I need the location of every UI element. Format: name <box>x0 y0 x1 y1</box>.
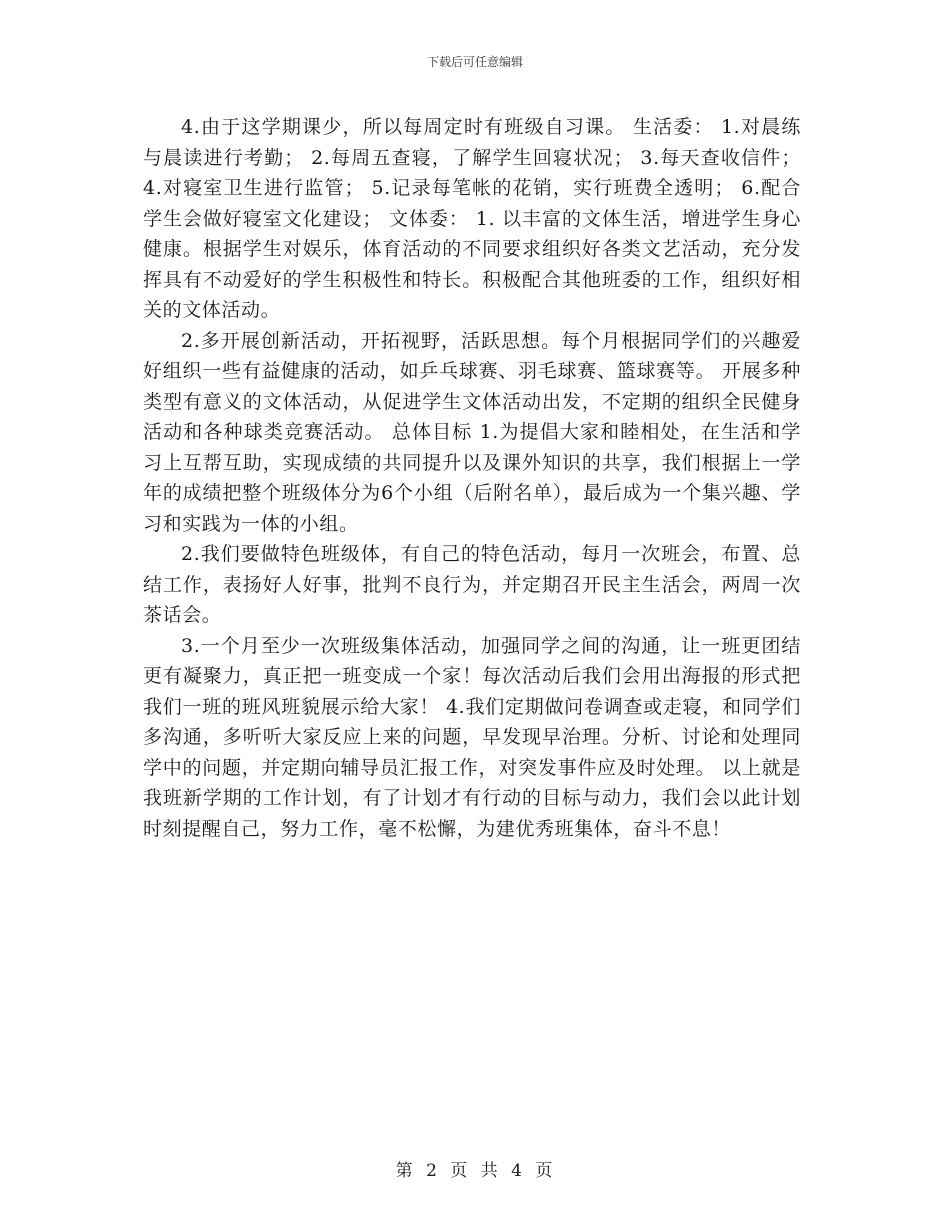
paragraph-2: 2.多开展创新活动，开拓视野，活跃思想。每个月根据同学们的兴趣爱好组织一些有益健康的活动，如乒乓球赛、羽毛球赛、篮球赛等。 开展多种类型有意义的文体活动，从促进学生文体活动出发，不定期的组织全民健身活动和各种球类竞赛活动。 总体目标 1.为提倡大家和睦相处，在生活和学习上互帮互助，实现成绩的共同提升以及课外知识的共享，我们根据上一学年的成绩把整个班级体分为6个小组（后附名单），最后成为一个集兴趣、学习和实践为一体的小组。 <box>143 329 801 535</box>
paragraph-4: 3.一个月至少一次班级集体活动，加强同学之间的沟通，让一班更团结更有凝聚力，真正把一班变成一个家！每次活动后我们会用出海报的形式把我们一班的班风班貌展示给大家！ 4.我们定期做问卷调查或走寝，和同学们多沟通，多听听大家反应上来的问题，早发现早治理。分析、讨论和处理同学中的问题，并定期向辅导员汇报工作，对突发事件应及时处理。 以上就是我班新学期的工作计划，有了计划才有行动的目标与动力，我们会以此计划时刻提醒自己，努力工作，毫不松懈，为建优秀班集体，奋斗不息！ <box>143 634 801 840</box>
paragraph-1: 4.由于这学期课少，所以每周定时有班级自习课。 生活委： 1.对晨练与晨读进行考勤； 2.每周五查寝，了解学生回寝状况； 3.每天查收信件； 4.对寝室卫生进行监管； 5.记录每笔帐的花销，实行班费全透明； 6.配合学生会做好寝室文化建设； 文体委： 1. 以丰富的文体生活，增进学生身心健康。根据学生对娱乐，体育活动的不同要求组织好各类文艺活动，充分发挥具有不动爱好的学生积极性和特长。积极配合其他班委的工作，组织好相关的文体活动。 <box>143 116 801 321</box>
paragraph-3: 2.我们要做特色班级体，有自己的特色活动，每月一次班会，布置、总结工作，表扬好人好事，批判不良行为，并定期召开民主生活会，两周一次茶话会。 <box>143 543 801 626</box>
document-body <box>143 112 801 844</box>
page-header: 下载后可任意编辑 <box>426 55 523 69</box>
page-number-footer: 第 2 页 共 4 页 <box>395 1161 555 1181</box>
